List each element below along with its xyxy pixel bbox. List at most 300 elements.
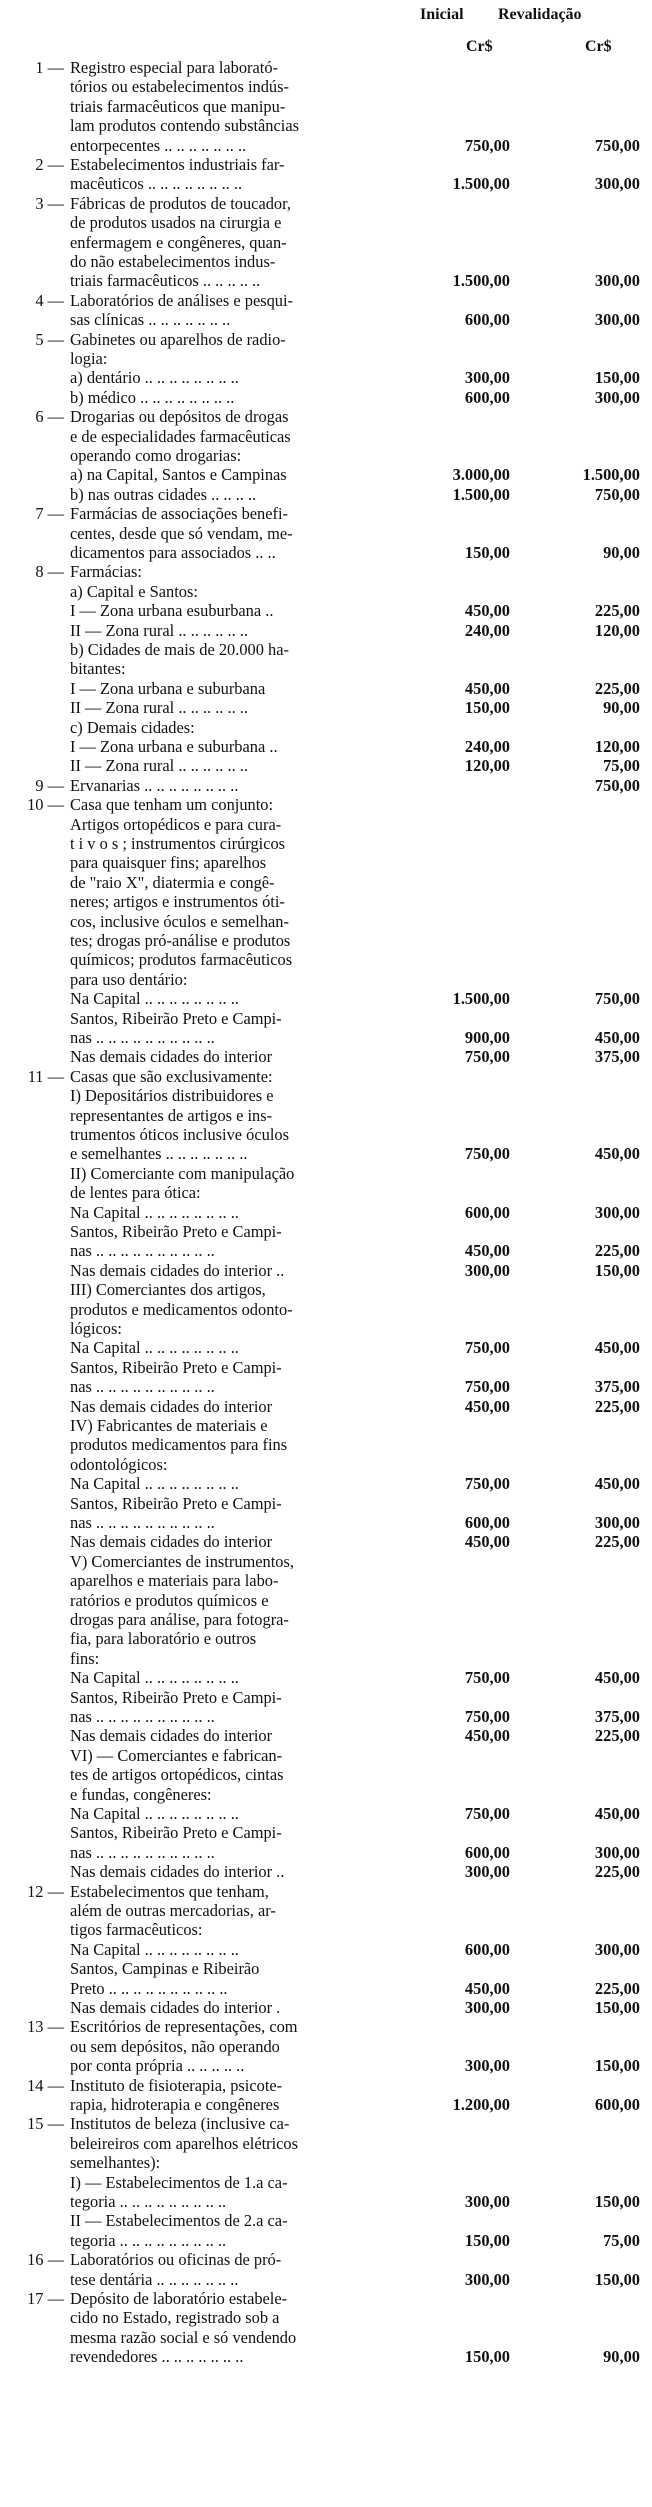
item-text: tegoria .. .. .. .. .. .. .. .. ..: [70, 2192, 227, 2211]
table-row: [0, 271, 652, 290]
value-inicial: 900,00: [464, 1028, 510, 1047]
value-revalidacao: 225,00: [594, 678, 640, 698]
value-revalidacao: 225,00: [594, 1978, 640, 1998]
table-row: [0, 524, 652, 543]
item-text: Nas demais cidades do interior: [70, 1396, 273, 1416]
value-inicial: 450,00: [464, 678, 510, 698]
value-inicial: 450,00: [464, 1241, 510, 1261]
item-text: Estabelecimentos que tenham,: [70, 1881, 269, 1901]
table-row: [0, 388, 652, 407]
item-text: tese dentária .. .. .. .. .. .. ..: [70, 2269, 239, 2289]
item-text: Casas que são exclusivamente:: [70, 1066, 273, 1086]
item-text: tigos farmacêuticos:: [70, 1920, 203, 1940]
item-text: tórios ou estabelecimentos indús-: [70, 77, 289, 97]
item-number: 13 —: [27, 2017, 64, 2037]
item-text: I — Zona urbana e suburbana ..: [70, 737, 278, 756]
item-text: Nas demais cidades do interior ..: [70, 1260, 285, 1280]
table-row: [0, 465, 652, 484]
item-text: Gabinetes ou aparelhos de radio-: [70, 329, 286, 349]
table-row: [0, 1086, 652, 1105]
table-row: [0, 368, 652, 387]
table-row: [0, 1047, 652, 1066]
item-text: b) médico .. .. .. .. .. .. .. ..: [70, 387, 235, 407]
value-inicial: 750,00: [464, 1804, 510, 1823]
currency-label-revalidacao: Cr$: [585, 38, 612, 55]
item-text: Na Capital .. .. .. .. .. .. .. ..: [70, 1939, 239, 1959]
table-row: [0, 1707, 652, 1726]
item-text: nas .. .. .. .. .. .. .. .. .. ..: [70, 1513, 215, 1532]
table-row: [0, 1940, 652, 1959]
item-number: 12 —: [27, 1881, 64, 1901]
value-revalidacao: 225,00: [594, 1726, 640, 1746]
item-text: enfermagem e congêneres, quan-: [70, 232, 287, 252]
value-inicial: 300,00: [464, 1260, 510, 1280]
table-row: [0, 543, 652, 562]
table-row: [0, 1862, 652, 1881]
table-row: [0, 1125, 652, 1144]
table-row: [0, 1998, 652, 2017]
column-header-inicial: Inicial: [420, 6, 464, 23]
table-row: [0, 659, 652, 678]
value-revalidacao: 750,00: [594, 135, 640, 155]
item-number: 4 —: [35, 290, 64, 310]
item-number: 14 —: [27, 2075, 64, 2095]
table-row: [0, 582, 652, 601]
item-text: Preto .. .. .. .. .. .. .. .. .. ..: [70, 1978, 228, 1998]
item-text: triais farmacêuticos que manipu-: [70, 96, 286, 116]
table-row: [0, 2347, 652, 2366]
item-text: Na Capital .. .. .. .. .. .. .. ..: [70, 1338, 239, 1358]
table-row: [0, 2211, 652, 2230]
value-inicial: 450,00: [464, 1978, 510, 1998]
item-text: beleireiros com aparelhos elétricos: [70, 2133, 299, 2153]
table-row: [0, 2134, 652, 2153]
value-inicial: 600,00: [464, 1842, 510, 1862]
item-text: Santos, Ribeirão Preto e Campi-: [70, 1357, 282, 1377]
item-text: de "raio X", diatermia e congê-: [70, 872, 275, 892]
table-row: [0, 504, 652, 523]
item-text: II — Estabelecimentos de 2.a ca-: [70, 2211, 288, 2231]
table-row: [0, 1494, 652, 1513]
value-inicial: 120,00: [464, 756, 510, 776]
item-text: Santos, Ribeirão Preto e Campi-: [70, 1493, 282, 1513]
item-text: drogas para análise, para fotogra-: [70, 1610, 289, 1629]
table-row: [0, 640, 652, 659]
item-text: Depósito de laboratório estabele-: [70, 2289, 288, 2308]
table-row: [0, 77, 652, 96]
table-row: [0, 2095, 652, 2114]
value-inicial: 750,00: [464, 1474, 510, 1494]
table-row: [0, 989, 652, 1008]
item-text: lógicos:: [70, 1319, 122, 1338]
value-revalidacao: 300,00: [594, 271, 640, 291]
item-text: fins:: [70, 1648, 100, 1668]
table-row: [0, 252, 652, 271]
table-row: [0, 1261, 652, 1280]
table-row: [0, 1397, 652, 1416]
value-revalidacao: 75,00: [603, 2230, 640, 2250]
table-row: [0, 1358, 652, 1377]
table-row: [0, 2270, 652, 2289]
table-row: [0, 970, 652, 989]
table-row: [0, 1610, 652, 1629]
table-row: [0, 1203, 652, 1222]
item-text: Artigos ortopédicos e para cura-: [70, 814, 282, 834]
item-text: Farmácias de associações benefi-: [70, 504, 288, 524]
table-row: [0, 1144, 652, 1163]
item-text: b) nas outras cidades .. .. .. ..: [70, 484, 257, 504]
table-row: [0, 1843, 652, 1862]
item-number: 2 —: [35, 155, 64, 174]
item-number: 5 —: [35, 329, 64, 349]
value-revalidacao: 450,00: [594, 1474, 640, 1494]
value-revalidacao: 450,00: [594, 1028, 640, 1047]
item-text: b) Cidades de mais de 20.000 ha-: [70, 640, 289, 659]
value-inicial: 1.500,00: [452, 989, 510, 1009]
value-revalidacao: 450,00: [594, 1804, 640, 1823]
item-text: nas .. .. .. .. .. .. .. .. .. ..: [70, 1707, 215, 1726]
value-revalidacao: 750,00: [594, 484, 640, 504]
table-row: [0, 1067, 652, 1086]
table-row: [0, 213, 652, 232]
value-inicial: 600,00: [464, 1939, 510, 1959]
table-row: [0, 621, 652, 640]
table-row: [0, 834, 652, 853]
table-row: [0, 2289, 652, 2308]
table-row: [0, 194, 652, 213]
value-revalidacao: 375,00: [594, 1377, 640, 1397]
item-text: Nas demais cidades do interior: [70, 1532, 273, 1552]
item-text: nas .. .. .. .. .. .. .. .. .. ..: [70, 1028, 215, 1047]
item-text: representantes de artigos e ins-: [70, 1105, 273, 1125]
table-row: [0, 1435, 652, 1454]
table-row: [0, 58, 652, 77]
table-row: [0, 1726, 652, 1745]
table-row: [0, 1823, 652, 1842]
item-text: logia:: [70, 349, 108, 368]
item-text: II — Zona rural .. .. .. .. .. ..: [70, 756, 248, 776]
table-row: [0, 1785, 652, 1804]
item-text: produtos medicamentos para fins: [70, 1435, 288, 1455]
value-revalidacao: 750,00: [594, 775, 640, 795]
table-row: [0, 679, 652, 698]
table-row: [0, 1319, 652, 1338]
value-inicial: 1.200,00: [452, 2095, 510, 2114]
table-row: [0, 2231, 652, 2250]
value-inicial: 300,00: [464, 2269, 510, 2289]
value-inicial: 240,00: [464, 737, 510, 756]
item-text: Farmácias:: [70, 562, 142, 582]
value-revalidacao: 150,00: [594, 2192, 640, 2211]
value-inicial: 450,00: [464, 1726, 510, 1746]
table-row: [0, 2114, 652, 2133]
item-number: 1 —: [35, 58, 64, 77]
table-row: [0, 1028, 652, 1047]
value-revalidacao: 750,00: [594, 989, 640, 1009]
item-number: 17 —: [27, 2289, 64, 2308]
item-text: além de outras mercadorias, ar-: [70, 1901, 276, 1920]
item-text: do não estabelecimentos indus-: [70, 252, 276, 271]
item-text: Na Capital .. .. .. .. .. .. .. ..: [70, 1202, 239, 1222]
value-revalidacao: 225,00: [594, 1862, 640, 1882]
item-text: e de especialidades farmacêuticas: [70, 426, 291, 446]
value-revalidacao: 300,00: [594, 1842, 640, 1862]
table-row: [0, 601, 652, 620]
value-revalidacao: 225,00: [594, 1396, 640, 1416]
table-row: [0, 1552, 652, 1571]
value-inicial: 150,00: [464, 2347, 510, 2367]
value-revalidacao: 120,00: [594, 620, 640, 640]
table-row: [0, 931, 652, 950]
table-row: [0, 1688, 652, 1707]
item-text: dicamentos para associados .. ..: [70, 543, 276, 562]
item-text: a) Capital e Santos:: [70, 581, 198, 601]
table-row: [0, 1513, 652, 1532]
item-text: I — Zona urbana esuburbana ..: [70, 601, 274, 621]
table-row: [0, 2153, 652, 2172]
value-revalidacao: 120,00: [594, 737, 640, 756]
item-text: ratórios e produtos químicos e: [70, 1590, 269, 1610]
table-row: [0, 950, 652, 969]
item-text: de lentes para ótica:: [70, 1183, 201, 1203]
item-text: rapia, hidroterapia e congêneres: [70, 2095, 280, 2114]
item-text: nas .. .. .. .. .. .. .. .. .. ..: [70, 1377, 215, 1397]
item-text: Laboratórios de análises e pesqui-: [70, 290, 294, 310]
table-row: [0, 427, 652, 446]
value-revalidacao: 300,00: [594, 387, 640, 407]
value-inicial: 450,00: [464, 601, 510, 621]
value-inicial: 600,00: [464, 387, 510, 407]
item-text: a) dentário .. .. .. .. .. .. .. ..: [70, 368, 239, 388]
value-inicial: 750,00: [464, 1144, 510, 1164]
item-text: nas .. .. .. .. .. .. .. .. .. ..: [70, 1842, 215, 1862]
table-row: [0, 485, 652, 504]
table-row: [0, 407, 652, 426]
table-row: [0, 1241, 652, 1260]
item-number: 9 —: [35, 775, 64, 795]
item-text: Santos, Ribeirão Preto e Campi-: [70, 1008, 282, 1028]
column-header-revalidacao: Revalidação: [498, 6, 582, 23]
item-number: 15 —: [27, 2114, 64, 2134]
value-revalidacao: 300,00: [594, 1939, 640, 1959]
value-inicial: 300,00: [464, 2192, 510, 2211]
item-text: triais farmacêuticos .. .. .. .. ..: [70, 271, 261, 291]
value-inicial: 450,00: [464, 1396, 510, 1416]
value-revalidacao: 450,00: [594, 1338, 640, 1358]
table-row: [0, 737, 652, 756]
value-revalidacao: 225,00: [594, 601, 640, 621]
item-text: Nas demais cidades do interior: [70, 1047, 273, 1067]
item-text: Ervanarias .. .. .. .. .. .. .. ..: [70, 775, 239, 795]
item-text: revendedores .. .. .. .. .. .. ..: [70, 2347, 244, 2367]
value-revalidacao: 225,00: [594, 1532, 640, 1552]
item-text: de produtos usados na cirurgia e: [70, 213, 282, 233]
table-row: [0, 349, 652, 368]
table-row: [0, 1377, 652, 1396]
value-revalidacao: 90,00: [603, 2347, 640, 2367]
table-row: [0, 1591, 652, 1610]
table-row: [0, 1629, 652, 1648]
table-row: [0, 1746, 652, 1765]
item-text: I) — Estabelecimentos de 1.a ca-: [70, 2172, 288, 2192]
table-row: [0, 1164, 652, 1183]
item-text: cido no Estado, registrado sob a: [70, 2308, 280, 2328]
table-row: [0, 97, 652, 116]
table-row: [0, 2308, 652, 2327]
table-row: [0, 873, 652, 892]
item-text: Laboratórios ou oficinas de pró-: [70, 2250, 282, 2270]
item-text: mesma razão social e só vendendo: [70, 2327, 297, 2347]
item-text: operando como drogarias:: [70, 446, 242, 465]
item-text: sas clínicas .. .. .. .. .. .. ..: [70, 310, 231, 330]
item-text: Na Capital .. .. .. .. .. .. .. ..: [70, 1804, 239, 1823]
value-inicial: 1.500,00: [452, 484, 510, 504]
item-text: tes de artigos ortopédicos, cintas: [70, 1765, 284, 1785]
item-text: para uso dentário:: [70, 969, 188, 989]
item-text: odontológicos:: [70, 1454, 168, 1474]
item-text: tegoria .. .. .. .. .. .. .. .. ..: [70, 2230, 227, 2250]
value-revalidacao: 150,00: [594, 368, 640, 388]
value-inicial: 240,00: [464, 620, 510, 640]
table-row: [0, 1765, 652, 1784]
table-row: [0, 291, 652, 310]
item-text: nas .. .. .. .. .. .. .. .. .. ..: [70, 1241, 215, 1261]
table-row: [0, 756, 652, 775]
table-row: [0, 815, 652, 834]
value-inicial: 600,00: [464, 1513, 510, 1532]
value-inicial: 750,00: [464, 1338, 510, 1358]
value-revalidacao: 150,00: [594, 1998, 640, 2017]
item-text: centes, desde que só vendam, me-: [70, 523, 293, 543]
table-row: [0, 1455, 652, 1474]
value-inicial: 1.500,00: [452, 271, 510, 291]
table-row: [0, 136, 652, 155]
table-row: [0, 776, 652, 795]
table-row: [0, 1920, 652, 1939]
item-text: fia, para laboratório e outros: [70, 1629, 257, 1649]
item-text: II — Zona rural .. .. .. .. .. ..: [70, 698, 248, 718]
item-number: 3 —: [35, 193, 64, 213]
item-text: para quaisquer fins; aparelhos: [70, 853, 267, 873]
table-row: [0, 2017, 652, 2036]
table-row: [0, 1280, 652, 1299]
table-row: [0, 1183, 652, 1202]
value-revalidacao: 300,00: [594, 1513, 640, 1532]
item-text: c) Demais cidades:: [70, 717, 195, 737]
value-revalidacao: 450,00: [594, 1144, 640, 1164]
item-text: neres; artigos e instrumentos óti-: [70, 892, 285, 912]
value-inicial: 600,00: [464, 1202, 510, 1222]
item-text: Na Capital .. .. .. .. .. .. .. ..: [70, 989, 239, 1009]
value-revalidacao: 450,00: [594, 1668, 640, 1688]
value-revalidacao: 150,00: [594, 2269, 640, 2289]
item-text: Santos, Campinas e Ribeirão: [70, 1959, 260, 1979]
item-text: I) Depositários distribuidores e: [70, 1086, 274, 1106]
item-text: macêuticos .. .. .. .. .. .. .. ..: [70, 174, 243, 194]
value-revalidacao: 375,00: [594, 1707, 640, 1726]
table-row: [0, 795, 652, 814]
table-row: [0, 1106, 652, 1125]
item-text: e semelhantes .. .. .. .. .. .. ..: [70, 1144, 248, 1164]
value-revalidacao: 1.500,00: [582, 465, 640, 485]
table-row: [0, 698, 652, 717]
table-row: [0, 912, 652, 931]
item-text: III) Comerciantes dos artigos,: [70, 1280, 266, 1300]
item-text: cos, inclusive óculos e semelhan-: [70, 911, 289, 931]
value-inicial: 150,00: [464, 698, 510, 718]
table-row: [0, 2076, 652, 2095]
table-row: [0, 310, 652, 329]
item-text: produtos e medicamentos odonto-: [70, 1299, 293, 1319]
item-text: trumentos óticos inclusive óculos: [70, 1125, 289, 1144]
item-text: Escritórios de representações, com: [70, 2017, 298, 2037]
table-row: [0, 853, 652, 872]
item-number: 10 —: [27, 795, 64, 815]
table-row: [0, 718, 652, 737]
item-text: VI) — Comerciantes e fabrican-: [70, 1745, 283, 1765]
item-text: e fundas, congêneres:: [70, 1784, 212, 1804]
item-text: Institutos de beleza (inclusive ca-: [70, 2114, 290, 2134]
value-inicial: 300,00: [464, 2056, 510, 2076]
value-inicial: 150,00: [464, 543, 510, 562]
table-row: [0, 1300, 652, 1319]
item-text: II — Zona rural .. .. .. .. .. ..: [70, 620, 248, 640]
table-row: [0, 2037, 652, 2056]
table-row: [0, 2056, 652, 2075]
table-row: [0, 1222, 652, 1241]
value-inicial: 750,00: [464, 1668, 510, 1688]
value-inicial: 300,00: [464, 368, 510, 388]
item-text: Santos, Ribeirão Preto e Campi-: [70, 1222, 282, 1241]
table-row: [0, 2250, 652, 2269]
item-text: Santos, Ribeirão Preto e Campi-: [70, 1687, 282, 1707]
value-inicial: 750,00: [464, 1707, 510, 1726]
item-text: lam produtos contendo substâncias: [70, 116, 299, 136]
item-text: Nas demais cidades do interior .: [70, 1998, 281, 2017]
table-row: [0, 1668, 652, 1687]
value-revalidacao: 300,00: [594, 174, 640, 194]
item-number: 8 —: [35, 562, 64, 582]
value-inicial: 3.000,00: [452, 465, 510, 485]
value-revalidacao: 300,00: [594, 310, 640, 330]
item-text: Na Capital .. .. .. .. .. .. .. ..: [70, 1668, 239, 1688]
value-revalidacao: 375,00: [594, 1047, 640, 1067]
value-inicial: 750,00: [464, 1047, 510, 1067]
table-row: [0, 233, 652, 252]
item-text: entorpecentes .. .. .. .. .. .. ..: [70, 135, 247, 155]
value-revalidacao: 600,00: [594, 2095, 640, 2114]
item-text: tes; drogas pró-análise e produtos: [70, 931, 291, 950]
item-text: Casa que tenham um conjunto:: [70, 795, 274, 815]
item-text: II) Comerciante com manipulação: [70, 1163, 295, 1183]
table-row: [0, 2192, 652, 2211]
item-text: Santos, Ribeirão Preto e Campi-: [70, 1823, 282, 1843]
item-number: 16 —: [27, 2250, 64, 2270]
value-inicial: 300,00: [464, 1998, 510, 2017]
value-revalidacao: 75,00: [603, 756, 640, 776]
item-number: 7 —: [35, 504, 64, 524]
item-text: Drogarias ou depósitos de drogas: [70, 407, 289, 427]
table-row: [0, 1901, 652, 1920]
table-row: [0, 116, 652, 135]
value-revalidacao: 225,00: [594, 1241, 640, 1261]
value-inicial: 750,00: [464, 135, 510, 155]
table-row: [0, 1979, 652, 1998]
value-revalidacao: 300,00: [594, 1202, 640, 1222]
table-row: [0, 155, 652, 174]
item-text: V) Comerciantes de instrumentos,: [70, 1551, 294, 1571]
currency-label-inicial: Cr$: [466, 38, 493, 55]
